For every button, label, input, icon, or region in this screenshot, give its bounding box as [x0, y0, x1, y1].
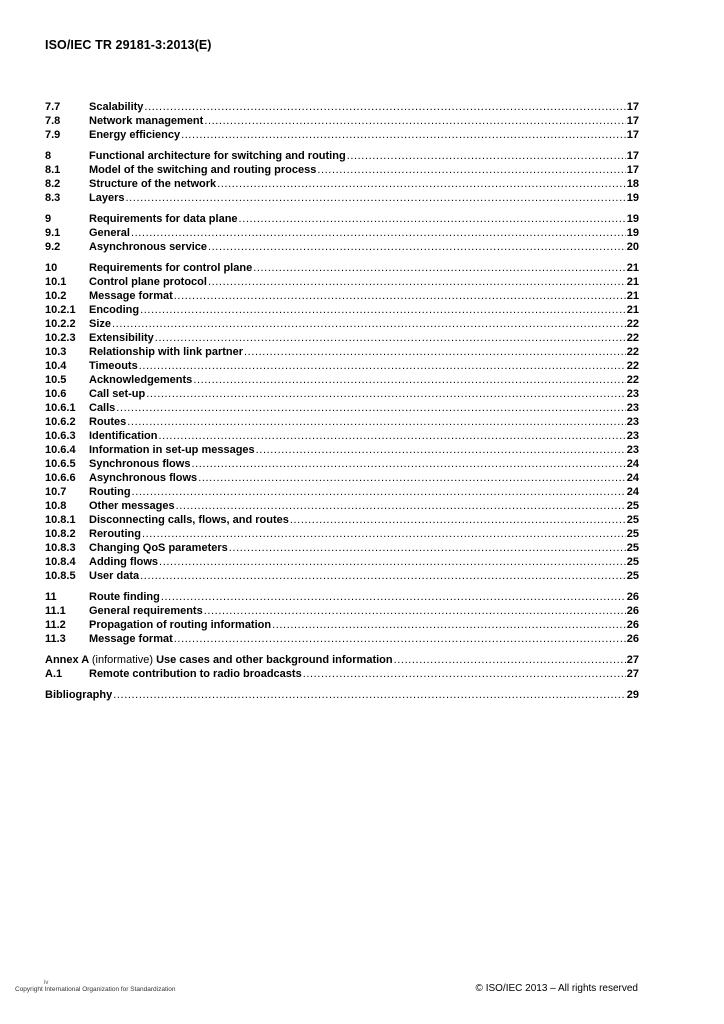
toc-section-title: Acknowledgements	[89, 374, 193, 386]
toc-group	[45, 100, 639, 142]
toc-section-number: 10.6.5	[45, 458, 76, 470]
toc-entry[interactable]	[45, 667, 639, 681]
toc-group	[45, 212, 639, 254]
toc-section-number: 10.8.4	[45, 556, 76, 568]
toc-entry[interactable]	[45, 191, 639, 205]
toc-section-title: General requirements	[89, 605, 203, 617]
toc-bibliography-group	[45, 688, 639, 702]
toc-page-number: 27	[626, 668, 639, 680]
toc-section-number: 10.2.1	[45, 304, 76, 316]
toc-section-title: Control plane protocol	[89, 276, 207, 288]
toc-page-number: 26	[626, 633, 639, 645]
toc-page-number: 24	[626, 486, 639, 498]
toc-section-title: Functional architecture for switching and routing	[89, 150, 346, 162]
toc-entry[interactable]	[45, 632, 639, 646]
toc-section-number: 9	[45, 213, 52, 225]
toc-bibliography-title: Bibliography	[45, 689, 113, 701]
dot-leader	[239, 212, 626, 226]
toc-page-number: 29	[626, 689, 639, 701]
toc-section-number: 10.6.1	[45, 402, 76, 414]
toc-entry[interactable]	[45, 527, 639, 541]
toc-page-number: 22	[626, 332, 639, 344]
toc-section-title: Scalability	[89, 101, 144, 113]
toc-section-number: 10.7	[45, 486, 67, 498]
dot-leader	[317, 163, 625, 177]
toc-section-title: Rerouting	[89, 528, 141, 540]
toc-page-number: 20	[626, 241, 639, 253]
toc-section-number: 10.6.4	[45, 444, 76, 456]
toc-entry-bibliography[interactable]	[45, 688, 639, 702]
annex-qualifier: (informative)	[91, 654, 153, 666]
toc-entry[interactable]	[45, 513, 639, 527]
footer-copyright: © ISO/IEC 2013 – All rights reserved	[475, 983, 638, 994]
dot-leader	[204, 604, 626, 618]
toc-page-number: 26	[626, 619, 639, 631]
toc-entry[interactable]	[45, 618, 639, 632]
dot-leader	[142, 527, 626, 541]
dot-leader	[146, 387, 626, 401]
toc-section-title: Requirements for data plane	[89, 213, 238, 225]
annex-title: Use cases and other background information	[156, 654, 393, 666]
toc-page-number: 26	[626, 591, 639, 603]
toc-section-number: 11.1	[45, 605, 66, 617]
toc-section-title: Energy efficiency	[89, 129, 181, 141]
toc-entry[interactable]	[45, 604, 639, 618]
toc-page-number: 17	[626, 129, 639, 141]
dot-leader	[127, 415, 625, 429]
toc-section-number: 10.4	[45, 360, 67, 372]
toc-section-number: 10.6.3	[45, 430, 76, 442]
toc-entry[interactable]	[45, 240, 639, 254]
toc-entry[interactable]	[45, 177, 639, 191]
dot-leader	[191, 457, 625, 471]
toc-section-title: Extensibility	[89, 332, 154, 344]
toc-entry[interactable]	[45, 443, 639, 457]
toc-page-number: 19	[626, 227, 639, 239]
toc-page-number: 25	[626, 500, 639, 512]
toc-entry[interactable]	[45, 457, 639, 471]
dot-leader	[217, 177, 626, 191]
dot-leader	[132, 485, 626, 499]
toc-groups	[45, 100, 639, 646]
toc-section-title: Relationship with link partner	[89, 346, 244, 358]
toc-entry[interactable]	[45, 569, 639, 583]
toc-section-title: Adding flows	[89, 556, 159, 568]
toc-entry-annex-a[interactable]	[45, 653, 639, 667]
toc-section-number: 10.6.2	[45, 416, 76, 428]
toc-page-number: 23	[626, 388, 639, 400]
dot-leader	[347, 149, 626, 163]
dot-leader	[140, 303, 626, 317]
toc-section-number: 10.8.5	[45, 570, 76, 582]
toc-group	[45, 149, 639, 205]
toc-group	[45, 261, 639, 583]
dot-leader	[155, 331, 626, 345]
dot-leader	[193, 373, 625, 387]
toc-entry[interactable]	[45, 128, 639, 142]
toc-section-number: 10.6.6	[45, 472, 76, 484]
toc-page-number: 27	[626, 654, 639, 666]
toc-section-title: Encoding	[89, 304, 140, 316]
page-number-mark: iv	[44, 980, 49, 986]
toc-page-number: 25	[626, 514, 639, 526]
dot-leader	[394, 653, 626, 667]
toc-section-title: Other messages	[89, 500, 175, 512]
toc-annex-group	[45, 653, 639, 681]
toc-section-title: Propagation of routing information	[89, 619, 272, 631]
dot-leader	[140, 569, 626, 583]
dot-leader	[174, 632, 626, 646]
toc-page-number: 24	[626, 472, 639, 484]
toc-entry[interactable]	[45, 590, 639, 604]
toc-entry[interactable]	[45, 275, 639, 289]
annex-label: Annex A	[45, 654, 89, 666]
toc-entry[interactable]	[45, 415, 639, 429]
toc-annex-title	[45, 653, 393, 667]
toc-section-title: Message format	[89, 290, 173, 302]
toc-section-number: 10.2	[45, 290, 67, 302]
toc-section-number: A.1	[45, 668, 63, 680]
toc-entry[interactable]	[45, 373, 639, 387]
toc-entry[interactable]	[45, 289, 639, 303]
toc-section-number: 10.2.2	[45, 318, 76, 330]
toc-section-number: 7.9	[45, 129, 61, 141]
toc-page-number: 18	[626, 178, 639, 190]
toc-entry[interactable]	[45, 555, 639, 569]
toc-section-number: 11.2	[45, 619, 66, 631]
toc-section-number: 10.8.1	[45, 514, 76, 526]
toc-section-number: 10.2.3	[45, 332, 76, 344]
toc-section-title: Call set-up	[89, 388, 146, 400]
annex-entries	[45, 667, 639, 681]
dot-leader	[208, 275, 626, 289]
toc-section-title: Network management	[89, 115, 204, 127]
toc-entry[interactable]	[45, 261, 639, 275]
toc-entry[interactable]	[45, 359, 639, 373]
toc-page-number: 25	[626, 556, 639, 568]
toc-section-title: Disconnecting calls, flows, and routes	[89, 514, 289, 526]
toc-section-number: 10.1	[45, 276, 67, 288]
toc-page-number: 22	[626, 346, 639, 358]
toc-section-number: 11.3	[45, 633, 66, 645]
toc-section-number: 10.5	[45, 374, 67, 386]
toc-page-number: 17	[626, 164, 639, 176]
toc-page-number: 23	[626, 444, 639, 456]
toc-section-title: Message format	[89, 633, 173, 645]
toc-section-title: Model of the switching and routing process	[89, 164, 317, 176]
toc-page-number: 22	[626, 374, 639, 386]
toc-section-number: 10.8	[45, 500, 67, 512]
toc-page-number: 23	[626, 416, 639, 428]
toc-page-number: 19	[626, 213, 639, 225]
toc-entry[interactable]	[45, 485, 639, 499]
toc-page-number: 17	[626, 101, 639, 113]
toc-section-number: 11	[45, 591, 57, 603]
toc-section-number: 9.2	[45, 241, 61, 253]
footer-copyright-license: Copyright International Organization for Standardization	[15, 986, 176, 993]
toc-section-number: 8	[45, 150, 52, 162]
toc-entry[interactable]	[45, 471, 639, 485]
toc-section-title: Structure of the network	[89, 178, 217, 190]
dot-leader	[256, 443, 626, 457]
toc-section-title: Requirements for control plane	[89, 262, 253, 274]
toc-page-number: 21	[626, 262, 639, 274]
toc-section-title: Asynchronous flows	[89, 472, 198, 484]
toc-entry[interactable]	[45, 114, 639, 128]
toc-section-number: 7.8	[45, 115, 61, 127]
table-of-contents	[45, 100, 639, 709]
dot-leader	[198, 471, 626, 485]
toc-page-number: 25	[626, 570, 639, 582]
toc-section-title: Route finding	[89, 591, 160, 603]
dot-leader	[174, 289, 626, 303]
toc-entry[interactable]	[45, 317, 639, 331]
toc-page-number: 22	[626, 360, 639, 372]
toc-entry[interactable]	[45, 541, 639, 555]
toc-entry[interactable]	[45, 401, 639, 415]
dot-leader	[290, 513, 626, 527]
toc-entry[interactable]	[45, 387, 639, 401]
dot-leader	[181, 128, 626, 142]
toc-entry[interactable]	[45, 163, 639, 177]
toc-page-number: 17	[626, 115, 639, 127]
toc-page-number: 25	[626, 542, 639, 554]
dot-leader	[125, 191, 625, 205]
toc-section-number: 8.2	[45, 178, 61, 190]
toc-group	[45, 590, 639, 646]
dot-leader	[116, 401, 625, 415]
toc-section-number: 10.8.2	[45, 528, 76, 540]
dot-leader	[139, 359, 626, 373]
toc-page-number: 23	[626, 402, 639, 414]
dot-leader	[158, 429, 625, 443]
toc-entry[interactable]	[45, 226, 639, 240]
toc-page-number: 23	[626, 430, 639, 442]
toc-page-number: 21	[626, 290, 639, 302]
dot-leader	[113, 688, 626, 702]
toc-page-number: 22	[626, 318, 639, 330]
dot-leader	[272, 618, 626, 632]
toc-entry[interactable]	[45, 212, 639, 226]
dot-leader	[204, 114, 625, 128]
dot-leader	[161, 590, 626, 604]
toc-section-title: Routing	[89, 486, 131, 498]
toc-page-number: 24	[626, 458, 639, 470]
toc-page-number: 25	[626, 528, 639, 540]
dot-leader	[131, 226, 626, 240]
toc-section-title: Information in set-up messages	[89, 444, 255, 456]
toc-section-number: 9.1	[45, 227, 61, 239]
toc-section-title: Calls	[89, 402, 116, 414]
toc-page-number: 21	[626, 304, 639, 316]
toc-section-title: Size	[89, 318, 112, 330]
toc-page-number: 17	[626, 150, 639, 162]
toc-section-title: Changing QoS parameters	[89, 542, 228, 554]
toc-section-number: 10.3	[45, 346, 67, 358]
toc-section-title: General	[89, 227, 130, 239]
toc-section-title: Synchronous flows	[89, 458, 191, 470]
toc-section-title: Identification	[89, 430, 158, 442]
toc-entry[interactable]	[45, 345, 639, 359]
dot-leader	[208, 240, 626, 254]
toc-section-title: Timeouts	[89, 360, 138, 372]
toc-entry[interactable]	[45, 303, 639, 317]
dot-leader	[144, 100, 625, 114]
toc-section-title: User data	[89, 570, 140, 582]
dot-leader	[112, 317, 626, 331]
toc-section-number: 10.8.3	[45, 542, 76, 554]
toc-page-number: 19	[626, 192, 639, 204]
toc-page-number: 21	[626, 276, 639, 288]
toc-entry[interactable]	[45, 149, 639, 163]
toc-section-title: Routes	[89, 416, 127, 428]
dot-leader	[303, 667, 626, 681]
dot-leader	[244, 345, 626, 359]
toc-entry[interactable]	[45, 499, 639, 513]
toc-section-number: 10	[45, 262, 58, 274]
toc-entry[interactable]	[45, 429, 639, 443]
toc-entry[interactable]	[45, 331, 639, 345]
dot-leader	[159, 555, 626, 569]
toc-section-title: Asynchronous service	[89, 241, 207, 253]
toc-section-title: Layers	[89, 192, 125, 204]
toc-page-number: 26	[626, 605, 639, 617]
document-id-header: ISO/IEC TR 29181-3:2013(E)	[45, 38, 212, 52]
toc-section-number: 7.7	[45, 101, 61, 113]
toc-section-number: 8.3	[45, 192, 61, 204]
toc-section-number: 10.6	[45, 388, 67, 400]
toc-section-title: Remote contribution to radio broadcasts	[89, 668, 302, 680]
toc-entry[interactable]	[45, 100, 639, 114]
dot-leader	[253, 261, 626, 275]
dot-leader	[229, 541, 626, 555]
toc-section-number: 8.1	[45, 164, 61, 176]
dot-leader	[176, 499, 626, 513]
